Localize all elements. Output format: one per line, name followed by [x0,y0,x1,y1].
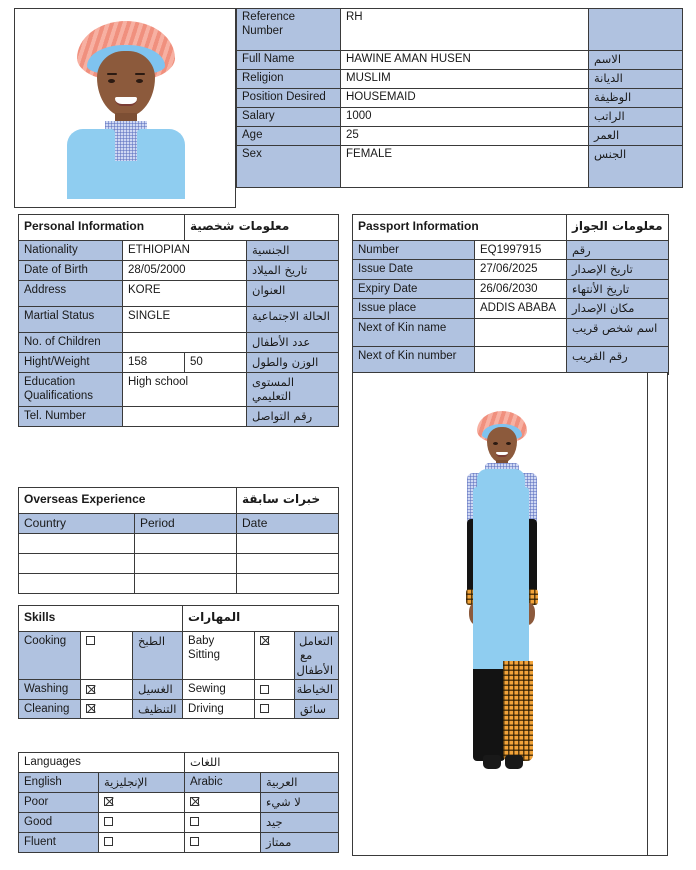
passport-row-value: EQ1997915 [475,241,567,260]
passport-row-arabic: رقم [567,241,669,260]
overseas-cell-date [237,574,339,594]
skill-checkbox-right[interactable] [255,632,295,680]
passport-row-label: Next of Kin name [353,318,475,346]
header-row-value: RH [341,9,589,51]
personal-row-label: Hight/Weight [19,353,123,373]
header-row-arabic: الاسم [589,51,683,70]
header-row-arabic: الجنس [589,146,683,188]
personal-row-value: High school [123,373,247,407]
language-checkbox-english[interactable] [99,833,185,853]
passport-row-label: Next of Kin number [353,346,475,374]
personal-row-arabic: الجنسية [247,241,339,261]
overseas-cell-period [135,554,237,574]
passport-row-value: 26/06/2030 [475,279,567,298]
overseas-cell-period [135,534,237,554]
language-level-row [19,813,339,833]
header-row-arabic: الراتب [589,108,683,127]
language-level-label: Good [19,813,99,833]
checkbox-checked-icon[interactable] [86,704,95,713]
overseas-cell-country [19,554,135,574]
personal-information-section [18,214,338,427]
skill-checkbox-right[interactable] [255,699,295,718]
personal-row-arabic: رقم التواصل [247,407,339,427]
overseas-column-header-2: Date [237,514,339,534]
passport-row-arabic: رقم القريب [567,346,669,374]
personal-row-arabic: الحالة الاجتماعية [247,307,339,333]
skills-title-ar: المهارات [183,606,339,632]
personal-row-label: Martial Status [19,307,123,333]
overseas-experience-section [18,487,338,594]
passport-title-ar: معلومات الجواز [567,215,669,241]
personal-row-value [123,333,247,353]
passport-row-label: Issue place [353,299,475,318]
skill-arabic-right: التعامل مع الأطفال [295,632,339,680]
header-row [237,146,683,188]
language-level-arabic: لا شيء [261,793,339,813]
header-row-value: HOUSEMAID [341,89,589,108]
passport-row-arabic: تاريخ الأنتهاء [567,279,669,298]
skill-row [19,699,339,718]
personal-row [19,407,339,427]
overseas-row [19,554,339,574]
checkbox-unchecked-icon[interactable] [104,837,113,846]
overseas-section-header [19,488,339,514]
personal-row [19,281,339,307]
personal-row-label: Tel. Number [19,407,123,427]
language-level-arabic: ممتاز [261,833,339,853]
personal-section-header [19,215,339,241]
passport-row-value: ADDIS ABABA [475,299,567,318]
skill-checkbox-left[interactable] [81,680,133,699]
header-row [237,127,683,146]
skill-arabic-left: الطبخ [133,632,183,680]
personal-row-label: No. of Children [19,333,123,353]
passport-row [353,318,669,346]
languages-col-english: English [19,773,99,793]
checkbox-unchecked-icon[interactable] [86,636,95,645]
skill-label-right: Driving [183,699,255,718]
header-row-value: HAWINE AMAN HUSEN [341,51,589,70]
checkbox-unchecked-icon[interactable] [260,704,269,713]
languages-rows [19,753,339,853]
header-row-arabic: الوظيفة [589,89,683,108]
overseas-cell-country [19,574,135,594]
languages-col-arabic-ar: العربية [261,773,339,793]
header-row-label: Sex [237,146,341,188]
overseas-row [19,574,339,594]
passport-row-arabic: اسم شخص قريب [567,318,669,346]
header-row-value: 25 [341,127,589,146]
overseas-cell-country [19,534,135,554]
personal-row-value: KORE [123,281,247,307]
passport-row-label: Number [353,241,475,260]
personal-row [19,333,339,353]
languages-title-ar: اللغات [185,753,339,773]
languages-title-en: Languages [19,753,185,773]
personal-row [19,307,339,333]
language-checkbox-arabic[interactable] [185,793,261,813]
personal-row-label: Education Qualifications [19,373,123,407]
header-row [237,108,683,127]
language-checkbox-arabic[interactable] [185,813,261,833]
header-row-value: FEMALE [341,146,589,188]
checkbox-unchecked-icon[interactable] [190,817,199,826]
language-level-row [19,793,339,813]
personal-title-ar: معلومات شخصية [185,215,339,241]
language-level-row [19,833,339,853]
skill-arabic-right: الخياطة [295,680,339,699]
personal-row-label: Address [19,281,123,307]
photo-inner-frame [353,373,648,855]
checkbox-checked-icon[interactable] [86,685,95,694]
personal-row-arabic: العنوان [247,281,339,307]
skill-label-right: Sewing [183,680,255,699]
skill-checkbox-right[interactable] [255,680,295,699]
overseas-head-row [19,514,339,534]
language-level-label: Fluent [19,833,99,853]
passport-row-label: Expiry Date [353,279,475,298]
checkbox-checked-icon[interactable] [190,797,199,806]
personal-row-value2: 50 [185,353,247,373]
header-row-arabic [589,9,683,51]
header-row-label: Position Desired [237,89,341,108]
header-block [14,8,682,208]
language-level-arabic: جيد [261,813,339,833]
passport-row-value: 27/06/2025 [475,260,567,279]
personal-row [19,261,339,281]
personal-row [19,241,339,261]
skill-label-left: Cleaning [19,699,81,718]
skill-checkbox-left[interactable] [81,699,133,718]
personal-row [19,353,339,373]
passport-rows [353,241,669,375]
passport-row-arabic: تاريخ الإصدار [567,260,669,279]
full-body-photo [352,372,668,856]
header-row-label: Religion [237,70,341,89]
passport-row [353,241,669,260]
header-row-arabic: العمر [589,127,683,146]
passport-title-en: Passport Information [353,215,567,241]
passport-row-value [475,346,567,374]
languages-section [18,752,338,853]
skill-arabic-right: سائق [295,699,339,718]
personal-row-value: SINGLE [123,307,247,333]
skills-title-en: Skills [19,606,183,632]
passport-information-section [352,214,668,375]
overseas-column-header-1: Period [135,514,237,534]
skill-checkbox-left[interactable] [81,632,133,680]
overseas-column-header-row [19,514,339,534]
header-row [237,89,683,108]
passport-row-label: Issue Date [353,260,475,279]
overseas-rows [19,534,339,594]
header-info-table [236,8,682,188]
overseas-row [19,534,339,554]
header-row [237,9,683,51]
language-level-label: Poor [19,793,99,813]
personal-row-arabic: الوزن والطول [247,353,339,373]
skill-arabic-left: التنظيف [133,699,183,718]
language-checkbox-english[interactable] [99,793,185,813]
language-checkbox-english[interactable] [99,813,185,833]
checkbox-checked-icon[interactable] [260,636,269,645]
languages-col-english-ar: الإنجليزية [99,773,185,793]
checkbox-unchecked-icon[interactable] [260,685,269,694]
personal-row [19,373,339,407]
skills-rows [19,632,339,719]
personal-row-value: 28/05/2000 [123,261,247,281]
passport-row-arabic: مكان الإصدار [567,299,669,318]
personal-row-label: Date of Birth [19,261,123,281]
personal-row-arabic: المستوى التعليمي [247,373,339,407]
language-checkbox-arabic[interactable] [185,833,261,853]
checkbox-unchecked-icon[interactable] [190,837,199,846]
skill-row [19,632,339,680]
personal-row-value: 158 [123,353,185,373]
passport-row [353,260,669,279]
header-row-label: Salary [237,108,341,127]
checkbox-checked-icon[interactable] [104,797,113,806]
header-rows [237,9,683,188]
header-row [237,70,683,89]
headshot-photo [14,8,236,208]
skill-label-left: Washing [19,680,81,699]
skills-section [18,605,338,719]
skill-label-right: Baby Sitting [183,632,255,680]
header-row-value: 1000 [341,108,589,127]
overseas-title-en: Overseas Experience [19,488,237,514]
personal-row-arabic: عدد الأطفال [247,333,339,353]
skill-label-left: Cooking [19,632,81,680]
skills-section-header [19,606,339,632]
header-row [237,51,683,70]
overseas-cell-date [237,534,339,554]
checkbox-unchecked-icon[interactable] [104,817,113,826]
languages-col-arabic: Arabic [185,773,261,793]
skill-row [19,680,339,699]
passport-row [353,346,669,374]
header-row-label: Age [237,127,341,146]
header-row-arabic: الديانة [589,70,683,89]
overseas-cell-period [135,574,237,594]
personal-row-label: Nationality [19,241,123,261]
passport-row [353,299,669,318]
overseas-title-ar: خبرات سابقة [237,488,339,514]
languages-column-header-row [19,773,339,793]
personal-title-en: Personal Information [19,215,185,241]
header-row-label: Full Name [237,51,341,70]
header-row-label: Reference Number [237,9,341,51]
personal-row-value: ETHIOPIAN [123,241,247,261]
languages-title-row [19,753,339,773]
header-row-value: MUSLIM [341,70,589,89]
skill-arabic-left: الغسيل [133,680,183,699]
passport-row-value [475,318,567,346]
overseas-column-header-0: Country [19,514,135,534]
personal-row-arabic: تاريخ الميلاد [247,261,339,281]
overseas-cell-date [237,554,339,574]
personal-row-value [123,407,247,427]
passport-row [353,279,669,298]
passport-section-header [353,215,669,241]
personal-rows [19,241,339,427]
